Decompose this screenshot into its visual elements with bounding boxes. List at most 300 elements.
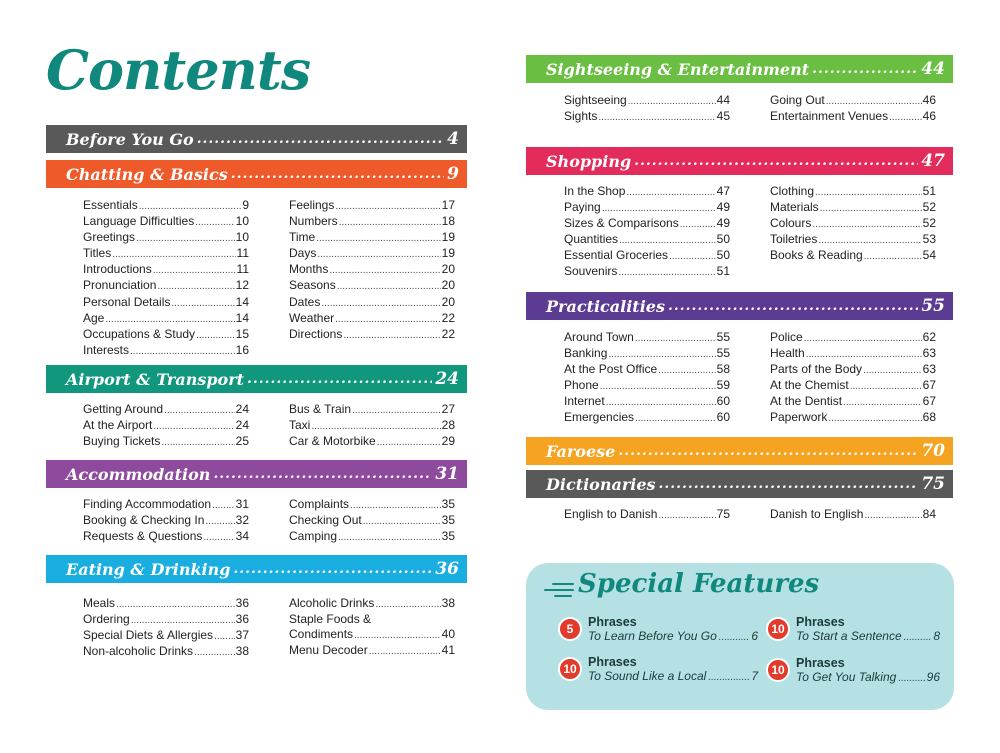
entry-title: Paying	[564, 200, 601, 215]
list-eating-right	[289, 596, 455, 659]
section-page: 70	[921, 441, 945, 461]
entry-title: Souvenirs	[564, 264, 618, 279]
entry-title: Meals	[83, 596, 116, 610]
dot-leader	[171, 296, 234, 311]
dot-leader	[130, 344, 235, 359]
dot-leader	[719, 632, 750, 643]
entry-page: 22	[441, 326, 455, 341]
entry-page: 45	[716, 109, 730, 124]
toc-entry[interactable]	[83, 262, 249, 278]
entry-page: 14	[235, 294, 249, 309]
toc-entry[interactable]	[770, 378, 936, 394]
dot-leader	[157, 279, 234, 294]
entry-title: Personal Details	[83, 294, 171, 309]
toc-entry[interactable]	[289, 327, 455, 343]
dot-leader	[205, 514, 234, 529]
dot-leader	[843, 395, 922, 410]
toc-entry[interactable]	[83, 402, 249, 418]
dot-leader	[659, 476, 919, 492]
entry-title: Entertainment Venues	[770, 109, 889, 124]
dot-leader	[668, 298, 918, 314]
dot-leader	[619, 233, 716, 248]
entry-title: Checking Out	[289, 513, 362, 528]
dot-leader	[213, 466, 432, 482]
dot-leader	[343, 328, 440, 343]
dot-leader	[197, 131, 444, 147]
toc-entry[interactable]	[289, 311, 455, 327]
toc-entry[interactable]	[564, 394, 730, 410]
dot-leader	[904, 632, 932, 643]
toc-entry[interactable]	[564, 264, 730, 280]
toc-entry[interactable]	[770, 410, 936, 426]
number-badge: 5	[558, 617, 582, 641]
dot-leader	[214, 629, 235, 644]
toc-entry[interactable]	[770, 109, 936, 125]
dot-leader	[863, 363, 922, 378]
entry-page: 10	[235, 230, 249, 245]
dot-leader	[350, 498, 441, 513]
section-label: Practicalities	[546, 296, 665, 316]
toc-entry[interactable]	[770, 232, 936, 248]
entry-title: Requests & Questions	[83, 529, 203, 544]
entry-title: Condiments	[289, 627, 354, 642]
section-bar-practicalities[interactable]	[526, 292, 953, 320]
entry-page: 67	[922, 378, 936, 393]
entry-page: 54	[922, 248, 936, 263]
toc-entry[interactable]	[289, 295, 455, 311]
section-label: Sightseeing & Entertainment	[546, 59, 810, 79]
entry-page: 32	[235, 513, 249, 528]
toc-entry[interactable]	[564, 248, 730, 264]
section-bar-chatting[interactable]	[46, 160, 467, 188]
list-eating-left	[83, 596, 249, 660]
special-feature-item[interactable]	[558, 615, 758, 643]
feature-heading: Phrases	[588, 655, 637, 669]
dot-leader	[634, 153, 918, 169]
dot-leader	[804, 331, 922, 346]
dot-leader	[139, 199, 242, 214]
dot-leader	[321, 296, 440, 311]
toc-entry[interactable]	[770, 200, 936, 216]
toc-entry[interactable]	[83, 295, 249, 311]
toc-entry[interactable]	[564, 346, 730, 362]
section-bar-eating[interactable]	[46, 555, 467, 583]
toc-entry[interactable]	[289, 529, 455, 545]
section-label: Airport & Transport	[66, 369, 245, 389]
toc-entry[interactable]	[83, 214, 249, 230]
entry-title: Police	[770, 330, 803, 344]
entry-page: 58	[716, 362, 730, 377]
entry-title: Directions	[289, 326, 343, 341]
toc-entry[interactable]	[83, 418, 249, 434]
toc-entry[interactable]	[83, 628, 249, 644]
dot-leader	[864, 508, 921, 523]
toc-entry[interactable]	[564, 330, 730, 346]
section-page: 31	[435, 464, 459, 484]
dot-leader	[136, 231, 235, 246]
entry-title: Sightseeing	[564, 93, 627, 107]
toc-entry[interactable]	[289, 198, 455, 214]
dot-leader	[335, 199, 440, 214]
dot-leader	[626, 185, 715, 200]
toc-entry[interactable]	[83, 230, 249, 246]
entry-title: Alcoholic Drinks	[289, 596, 375, 610]
entry-page: 38	[235, 644, 249, 659]
page-title: Contents	[46, 38, 311, 102]
section-label: Dictionaries	[546, 474, 656, 494]
entry-title: Pronunciation	[83, 278, 157, 293]
entry-page: 19	[441, 230, 455, 245]
dot-leader	[608, 347, 715, 362]
toc-entry[interactable]	[289, 230, 455, 246]
entry-page: 55	[716, 330, 730, 344]
toc-entry[interactable]	[770, 184, 936, 200]
toc-entry[interactable]	[83, 497, 249, 513]
entry-title: Finding Accommodation	[83, 497, 212, 511]
entry-page: 40	[441, 627, 455, 642]
dot-leader	[195, 215, 234, 230]
toc-entry[interactable]	[83, 612, 249, 628]
toc-entry[interactable]	[83, 596, 249, 612]
entry-page: 9	[242, 198, 249, 212]
dot-leader	[311, 419, 440, 434]
toc-entry[interactable]	[770, 93, 936, 109]
toc-entry[interactable]	[564, 93, 730, 109]
dot-leader	[369, 644, 441, 659]
feature-page: 6	[751, 629, 758, 643]
section-page: 47	[921, 151, 945, 171]
entry-page: 50	[716, 248, 730, 263]
toc-entry[interactable]	[83, 311, 249, 327]
entry-title: Special Diets & Allergies	[83, 628, 214, 643]
section-label: Faroese	[546, 441, 616, 461]
dot-leader	[889, 110, 922, 125]
entry-title: Occupations & Study	[83, 326, 196, 341]
dot-leader	[812, 217, 921, 232]
section-bar-accommodation[interactable]	[46, 460, 467, 488]
dot-leader	[352, 403, 441, 418]
dot-leader	[354, 628, 441, 643]
section-bar-shopping[interactable]	[526, 147, 953, 175]
entry-page: 49	[716, 200, 730, 215]
toc-entry[interactable]	[289, 513, 455, 529]
entry-title: Internet	[564, 394, 605, 409]
entry-page: 63	[922, 346, 936, 361]
entry-title: Buying Tickets	[83, 434, 161, 449]
entry-page: 36	[235, 612, 249, 627]
list-shopping-right	[770, 184, 936, 264]
number-badge: 10	[766, 658, 790, 682]
dot-leader	[600, 379, 716, 394]
entry-page: 29	[441, 434, 455, 449]
entry-title: Bus & Train	[289, 402, 352, 416]
entry-title: Health	[770, 346, 805, 361]
toc-entry[interactable]	[289, 246, 455, 262]
dot-leader	[212, 498, 235, 513]
entry-title: Feelings	[289, 198, 335, 212]
dot-leader	[338, 530, 441, 545]
entry-title: Emergencies	[564, 410, 635, 425]
toc-entry[interactable]	[770, 330, 936, 346]
dot-leader	[377, 435, 441, 450]
toc-entry[interactable]	[770, 346, 936, 362]
entry-title: Quantities	[564, 232, 619, 247]
toc-entry[interactable]	[770, 248, 936, 264]
dot-leader	[233, 561, 432, 577]
entry-page: 24	[235, 418, 249, 433]
feature-heading: Phrases	[796, 615, 845, 629]
dot-leader	[628, 94, 716, 109]
section-label: Eating & Drinking	[66, 559, 231, 579]
entry-page: 52	[922, 216, 936, 231]
toc-entry[interactable]	[289, 262, 455, 278]
entry-title: Clothing	[770, 184, 815, 198]
entry-title: Staple Foods &	[289, 612, 372, 627]
toc-entry[interactable]	[83, 343, 249, 359]
section-bar-sightseeing[interactable]	[526, 55, 953, 83]
dot-leader	[161, 435, 234, 450]
entry-title: Greetings	[83, 230, 136, 245]
dot-leader	[826, 94, 922, 109]
entry-page: 34	[235, 529, 249, 544]
toc-entry[interactable]	[289, 214, 455, 230]
feature-page: 8	[933, 629, 940, 643]
toc-entry[interactable]	[83, 434, 249, 450]
entry-title: Danish to English	[770, 507, 864, 521]
dot-leader	[680, 217, 716, 232]
entry-title: Phone	[564, 378, 599, 393]
list-dictionaries-right	[770, 507, 936, 523]
entry-title: Essentials	[83, 198, 138, 212]
entry-title: Days	[289, 246, 317, 261]
entry-page: 46	[922, 93, 936, 107]
entry-page: 46	[922, 109, 936, 124]
section-bar-faroese[interactable]	[526, 437, 953, 465]
entry-page: 84	[922, 507, 936, 521]
entry-title: Complaints	[289, 497, 350, 511]
entry-title: Booking & Checking In	[83, 513, 205, 528]
toc-entry[interactable]	[289, 434, 455, 450]
dot-leader	[335, 312, 441, 327]
entry-title: Weather	[289, 310, 335, 325]
dot-leader	[247, 371, 432, 387]
toc-entry[interactable]	[83, 327, 249, 343]
dot-leader	[196, 328, 235, 343]
toc-entry[interactable]	[83, 278, 249, 294]
entry-page: 25	[235, 434, 249, 449]
entry-page: 19	[441, 246, 455, 261]
entry-page: 24	[235, 402, 249, 416]
toc-entry[interactable]	[83, 198, 249, 214]
special-feature-item[interactable]	[558, 655, 758, 683]
entry-page: 55	[716, 346, 730, 361]
entry-title: Numbers	[289, 214, 338, 229]
entry-title: Menu Decoder	[289, 643, 368, 658]
entry-page: 68	[922, 410, 936, 425]
toc-entry[interactable]	[564, 362, 730, 378]
dot-leader	[231, 166, 444, 182]
section-bar-airport[interactable]	[46, 365, 467, 393]
list-sightseeing-right	[770, 93, 936, 125]
entry-page: 49	[716, 216, 730, 231]
list-shopping-left	[564, 184, 730, 281]
entry-title: Essential Groceries	[564, 248, 669, 263]
entry-page: 51	[922, 184, 936, 198]
toc-entry[interactable]	[564, 378, 730, 394]
entry-title: Time	[289, 230, 316, 245]
feature-subtitle: To Learn Before You Go	[588, 629, 717, 643]
toc-entry[interactable]	[770, 507, 936, 523]
entry-title: Seasons	[289, 278, 336, 293]
dot-leader	[317, 247, 440, 262]
entry-title: At the Chemist	[770, 378, 849, 393]
entry-page: 35	[441, 497, 455, 511]
feature-heading: Phrases	[796, 656, 845, 670]
dot-leader	[806, 347, 922, 362]
dot-leader	[329, 263, 440, 278]
dot-leader	[658, 363, 715, 378]
entry-page: 51	[716, 264, 730, 279]
toc-entry[interactable]	[564, 200, 730, 216]
entry-title: Interests	[83, 342, 130, 357]
special-features-panel	[526, 563, 954, 710]
feature-page: 96	[926, 670, 940, 684]
entry-title: At the Post Office	[564, 362, 658, 377]
entry-page: 20	[441, 278, 455, 293]
entry-page: 17	[441, 198, 455, 212]
toc-entry[interactable]	[289, 497, 455, 513]
section-label: Shopping	[546, 151, 632, 171]
dot-leader	[815, 185, 922, 200]
entry-page: 41	[441, 643, 455, 658]
toc-entry[interactable]	[564, 216, 730, 232]
entry-title: Taxi	[289, 418, 311, 433]
toc-entry[interactable]	[564, 410, 730, 426]
section-page: 4	[447, 129, 459, 149]
entry-page: 20	[441, 262, 455, 277]
toc-entry[interactable]	[770, 216, 936, 232]
list-practicalities-left	[564, 330, 730, 427]
toc-entry[interactable]	[289, 643, 455, 659]
toc-entry[interactable]	[770, 394, 936, 410]
section-bar-dictionaries[interactable]	[526, 470, 953, 498]
dot-leader	[602, 201, 716, 216]
toc-entry[interactable]	[770, 362, 936, 378]
toc-entry[interactable]	[289, 278, 455, 294]
dot-leader	[339, 215, 441, 230]
entry-page: 15	[235, 326, 249, 341]
feature-heading: Phrases	[588, 615, 637, 629]
entry-title: Language Difficulties	[83, 214, 195, 229]
toc-entry[interactable]	[564, 109, 730, 125]
entry-title: English to Danish	[564, 507, 658, 521]
toc-entry[interactable]	[83, 529, 249, 545]
dot-leader	[153, 263, 236, 278]
dot-leader	[818, 233, 921, 248]
entry-page: 60	[716, 410, 730, 425]
section-bar-before-you-go[interactable]	[46, 125, 467, 153]
entry-title: Ordering	[83, 612, 130, 627]
list-accommodation-left	[83, 497, 249, 545]
special-feature-item[interactable]	[766, 615, 938, 643]
dot-leader	[598, 110, 715, 125]
toc-entry[interactable]	[83, 513, 249, 529]
special-feature-item[interactable]	[766, 656, 938, 684]
dot-leader	[606, 395, 716, 410]
speed-lines-icon	[544, 583, 574, 601]
entry-page: 18	[441, 214, 455, 229]
entry-page: 27	[441, 402, 455, 416]
toc-entry[interactable]	[83, 644, 249, 660]
dot-leader	[112, 247, 235, 262]
toc-entry[interactable]	[564, 232, 730, 248]
toc-entry[interactable]	[289, 596, 455, 612]
toc-entry[interactable]	[289, 612, 455, 627]
toc-entry[interactable]	[289, 402, 455, 418]
entry-page: 11	[236, 262, 249, 277]
toc-entry[interactable]	[289, 627, 455, 643]
toc-entry[interactable]	[564, 507, 730, 523]
dot-leader	[131, 613, 235, 628]
dot-leader	[828, 411, 921, 426]
entry-page: 31	[235, 497, 249, 511]
dot-leader	[316, 231, 440, 246]
dot-leader	[864, 249, 922, 264]
dot-leader	[635, 331, 716, 346]
dot-leader	[105, 312, 234, 327]
list-accommodation-right	[289, 497, 455, 545]
dot-leader	[116, 597, 235, 612]
entry-title: Non-alcoholic Drinks	[83, 644, 194, 659]
section-page: 75	[921, 474, 945, 494]
entry-title: At the Airport	[83, 418, 153, 433]
entry-title: Age	[83, 310, 105, 325]
number-badge: 10	[766, 617, 790, 641]
section-label: Before You Go	[66, 129, 194, 149]
toc-entry[interactable]	[564, 184, 730, 200]
dot-leader	[363, 514, 441, 529]
entry-page: 14	[235, 310, 249, 325]
entry-page: 28	[441, 418, 455, 433]
dot-leader	[203, 530, 234, 545]
entry-page: 22	[441, 310, 455, 325]
entry-title: Going Out	[770, 93, 825, 107]
entry-page: 37	[235, 628, 249, 643]
entry-page: 11	[236, 246, 249, 261]
feature-page: 7	[751, 669, 758, 683]
dot-leader	[635, 411, 716, 426]
entry-page: 44	[716, 93, 730, 107]
list-practicalities-right	[770, 330, 936, 427]
feature-subtitle: To Sound Like a Local	[588, 669, 707, 683]
entry-page: 47	[716, 184, 730, 198]
toc-entry[interactable]	[289, 418, 455, 434]
list-airport-left	[83, 402, 249, 450]
toc-entry[interactable]	[83, 246, 249, 262]
entry-page: 60	[716, 394, 730, 409]
entry-title: In the Shop	[564, 184, 626, 198]
entry-page: 53	[922, 232, 936, 247]
entry-title: Months	[289, 262, 329, 277]
dot-leader	[153, 419, 234, 434]
entry-page: 20	[441, 294, 455, 309]
dot-leader	[618, 443, 918, 459]
entry-page: 67	[922, 394, 936, 409]
entry-title: Sights	[564, 109, 598, 124]
list-sightseeing-left	[564, 93, 730, 125]
list-chatting-right	[289, 198, 455, 343]
entry-title: Introductions	[83, 262, 152, 277]
